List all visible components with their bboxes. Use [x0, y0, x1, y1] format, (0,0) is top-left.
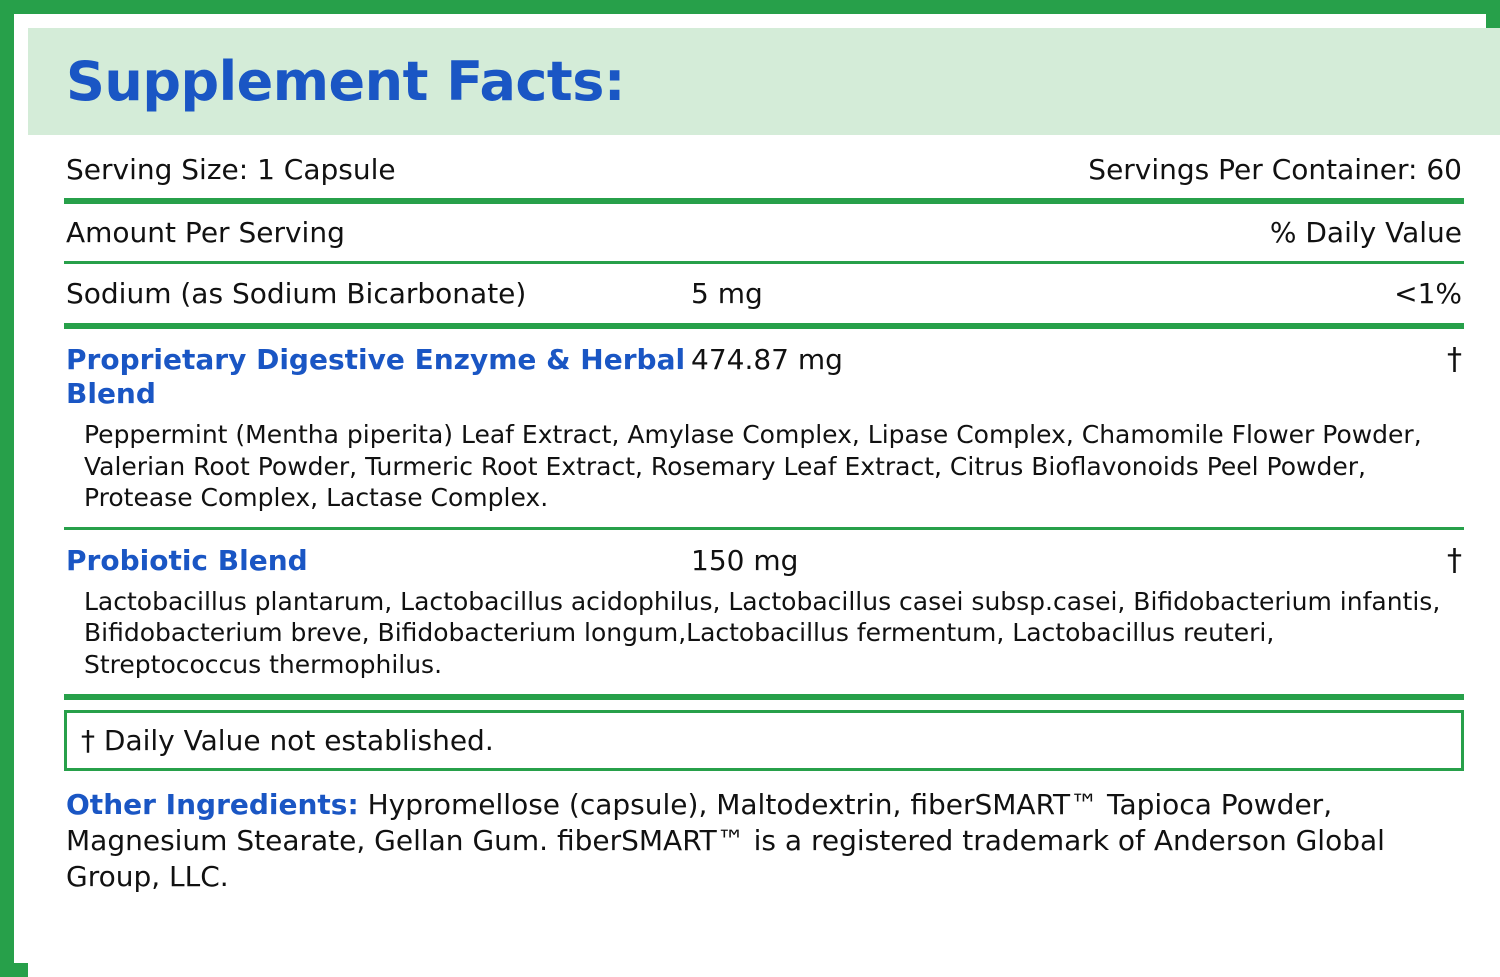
- table-row-enzyme-blend: [62, 329, 1466, 415]
- blend-amount: 474.87 mg: [691, 343, 843, 376]
- blend-daily-value: †: [1447, 342, 1462, 377]
- servings-per-container-label: Servings Per Container: 60: [1088, 153, 1462, 186]
- blend-name: Probiotic Blend: [66, 544, 308, 578]
- nutrient-name: Sodium (as Sodium Bicarbonate): [66, 277, 527, 310]
- blend-ingredients-enzyme: Peppermint (Mentha piperita) Leaf Extract, Amylase Complex, Lipase Complex, Chamomile Flower Powder, Valerian Root Powder, Turmeric Root Extract, Rosemary Leaf Extract, Citrus Bioflavonoids Peel Powder, Protease Complex, Lactase Complex.: [84, 420, 1422, 512]
- supplement-facts-inner: [28, 28, 1500, 977]
- supplement-facts-body: [28, 135, 1500, 894]
- serving-info-row: [62, 135, 1466, 198]
- blend-daily-value: †: [1447, 543, 1462, 579]
- page-title: Supplement Facts:: [66, 49, 625, 113]
- supplement-facts-header: [28, 28, 1500, 135]
- amount-per-serving-header: Amount Per Serving: [66, 216, 345, 249]
- other-ingredients-label: Other Ingredients:: [66, 787, 359, 821]
- daily-value-header: % Daily Value: [1269, 216, 1462, 249]
- serving-size-label: Serving Size: 1 Capsule: [66, 153, 396, 186]
- other-ingredients-text: Hypromellose (capsule), Maltodextrin, fiberSMART™ Tapioca Powder, Magnesium Stearate, Gellan Gum. fiberSMART™ is a registered trademark of Anderson Global Group, LLC.: [66, 787, 1385, 893]
- table-row-probiotic-blend: [62, 530, 1466, 582]
- divider-thick-3: [64, 694, 1464, 700]
- other-ingredients-block: [62, 771, 1466, 894]
- nutrient-amount: 5 mg: [691, 277, 763, 310]
- blend-amount: 150 mg: [691, 544, 799, 578]
- table-header-row: [62, 204, 1466, 261]
- blend-ingredients-probiotic: Lactobacillus plantarum, Lactobacillus acidophilus, Lactobacillus casei subsp.casei, Bifidobacterium infantis, Bifidobacterium breve, Bifidobacterium longum,Lactobacillus fermentum, Lactobacillus reuteri, Streptococcus thermophilus.: [84, 587, 1441, 679]
- blend-name: Proprietary Digestive Enzyme & Herbal Blend: [66, 343, 686, 411]
- nutrient-daily-value: <1%: [1394, 277, 1462, 310]
- table-row-sodium: [62, 264, 1466, 323]
- daily-value-footnote: † Daily Value not established.: [64, 710, 1464, 771]
